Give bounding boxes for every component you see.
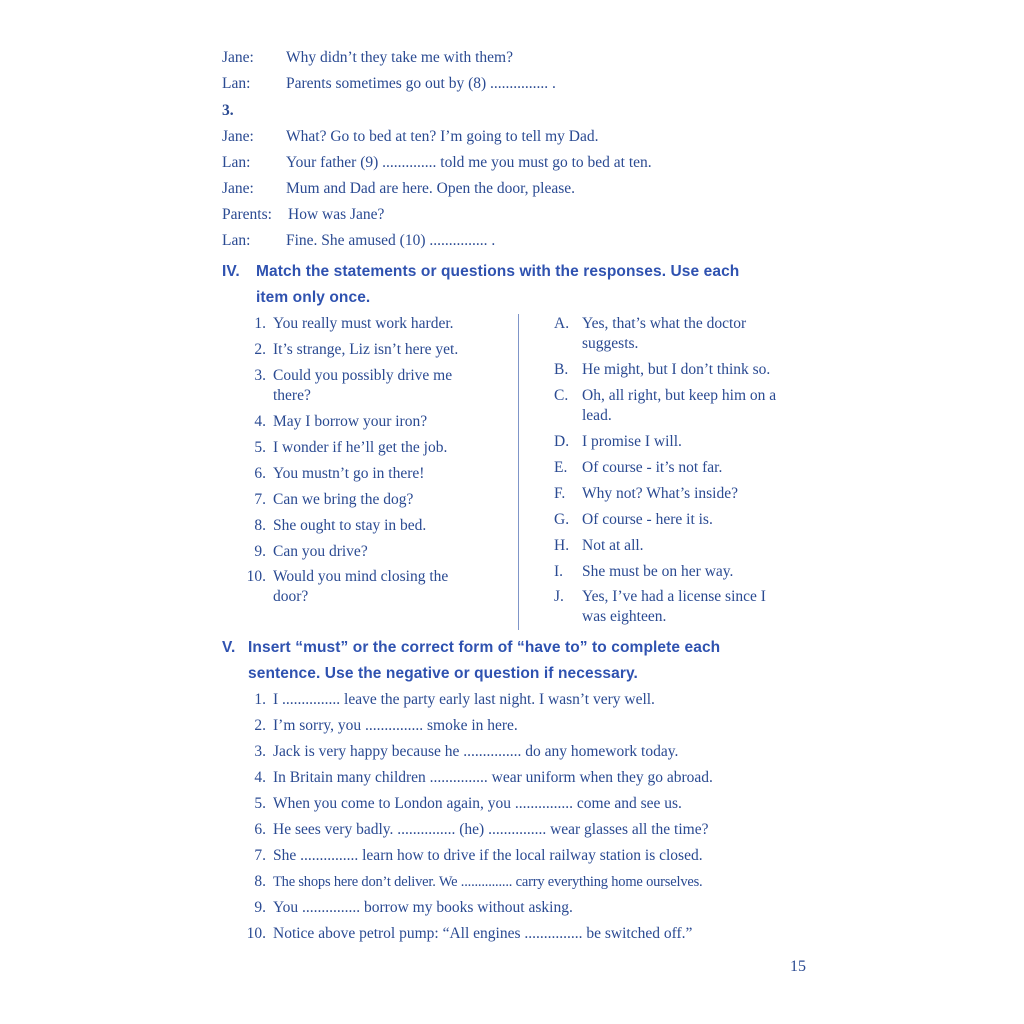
exercise-4-heading [222,259,814,311]
item-text: It’s strange, Liz isn’t here yet. [273,341,459,358]
item-text: When you come to London again, you ............... come and see us. [273,795,682,812]
item-letter: B. [554,361,569,378]
item-text: Can you drive? [273,543,368,560]
item-number: 8. [254,873,266,890]
item-text: She ............... learn how to drive if the local railway station is closed. [273,847,703,864]
item-number: 2. [254,717,266,734]
item-number: 10. [246,568,266,585]
exercise-number: V. [222,639,236,656]
item-text: Of course - here it is. [582,511,713,528]
item-text: I’m sorry, you ............... smoke in here. [273,717,518,734]
dialogue-text: Parents sometimes go out by (8) ............... . [286,75,556,92]
item-letter: C. [554,387,569,404]
item-letter: I. [554,563,564,580]
item-text: Yes, I’ve had a license since I was eighteen. [582,588,766,625]
scene-number: 3. [222,102,234,119]
item-text: I promise I will. [582,433,682,450]
item-number: 6. [254,821,266,838]
item-text: I wonder if he’ll get the job. [273,439,448,456]
dialogue-text: Your father (9) .............. told me you must go to bed at ten. [286,154,652,171]
speaker: Jane: [222,49,254,66]
item-text: Notice above petrol pump: “All engines ............... be switched off.” [273,925,693,942]
page-number: 15 [790,958,806,975]
item-letter: J. [554,588,564,605]
speaker: Jane: [222,180,254,197]
speaker: Lan: [222,154,251,171]
item-number: 7. [254,491,266,508]
item-letter: E. [554,459,568,476]
item-text: She must be on her way. [582,563,734,580]
item-number: 5. [254,439,266,456]
item-text: Jack is very happy because he ............... do any homework today. [273,743,679,760]
speaker: Jane: [222,128,254,145]
instruction-line: item only once. [256,289,371,306]
item-text: Can we bring the dog? [273,491,414,508]
item-text: The shops here don’t deliver. We ............... carry everything home ourselves. [273,874,703,890]
speaker: Lan: [222,75,251,92]
dialogue-text: Fine. She amused (10) ............... . [286,232,496,249]
item-number: 1. [254,691,266,708]
item-text: In Britain many children ............... wear uniform when they go abroad. [273,769,713,786]
dialogue-text: Mum and Dad are here. Open the door, please. [286,180,576,197]
item-number: 8. [254,517,266,534]
dialogue-text: How was Jane? [288,206,385,223]
column-divider [518,314,519,630]
item-number: 3. [254,367,266,384]
item-number: 3. [254,743,266,760]
item-letter: D. [554,433,570,450]
item-text: Oh, all right, but keep him on a lead. [582,387,777,424]
item-number: 10. [246,925,266,942]
item-text: He sees very badly. ............... (he) ............... wear glasses all the time? [273,821,709,838]
speaker: Lan: [222,232,251,249]
item-text: Why not? What’s inside? [582,485,738,502]
item-number: 2. [254,341,266,358]
item-number: 7. [254,847,266,864]
item-number: 1. [254,315,266,332]
dialogue-text: What? Go to bed at ten? I’m going to tell my Dad. [286,128,599,145]
item-text: She ought to stay in bed. [273,517,427,534]
instruction-line: Match the statements or questions with the responses. Use each [256,263,740,280]
item-letter: A. [554,315,570,332]
item-text: You ............... borrow my books without asking. [273,899,573,916]
item-number: 9. [254,899,266,916]
item-number: 4. [254,769,266,786]
exercise-5-heading [222,635,814,687]
item-letter: F. [554,485,566,502]
item-text: He might, but I don’t think so. [582,361,771,378]
item-number: 6. [254,465,266,482]
dialogue-text: Why didn’t they take me with them? [286,49,513,66]
item-number: 9. [254,543,266,560]
item-text: Could you possibly drive me there? [273,367,453,404]
item-text: You really must work harder. [273,315,454,332]
item-text: Not at all. [582,537,644,554]
item-text: I ............... leave the party early last night. I wasn’t very well. [273,691,655,708]
speaker: Parents: [222,206,272,223]
item-number: 5. [254,795,266,812]
item-number: 4. [254,413,266,430]
item-text: Would you mind closing the door? [273,568,449,605]
item-letter: G. [554,511,570,528]
item-text: Yes, that’s what the doctor suggests. [582,315,747,352]
instruction-line: Insert “must” or the correct form of “have to” to complete each [248,639,721,656]
item-text: Of course - it’s not far. [582,459,723,476]
instruction-line: sentence. Use the negative or question if necessary. [248,665,638,682]
item-text: May I borrow your iron? [273,413,428,430]
item-text: You mustn’t go in there! [273,465,425,482]
exercise-number: IV. [222,263,240,280]
item-letter: H. [554,537,570,554]
